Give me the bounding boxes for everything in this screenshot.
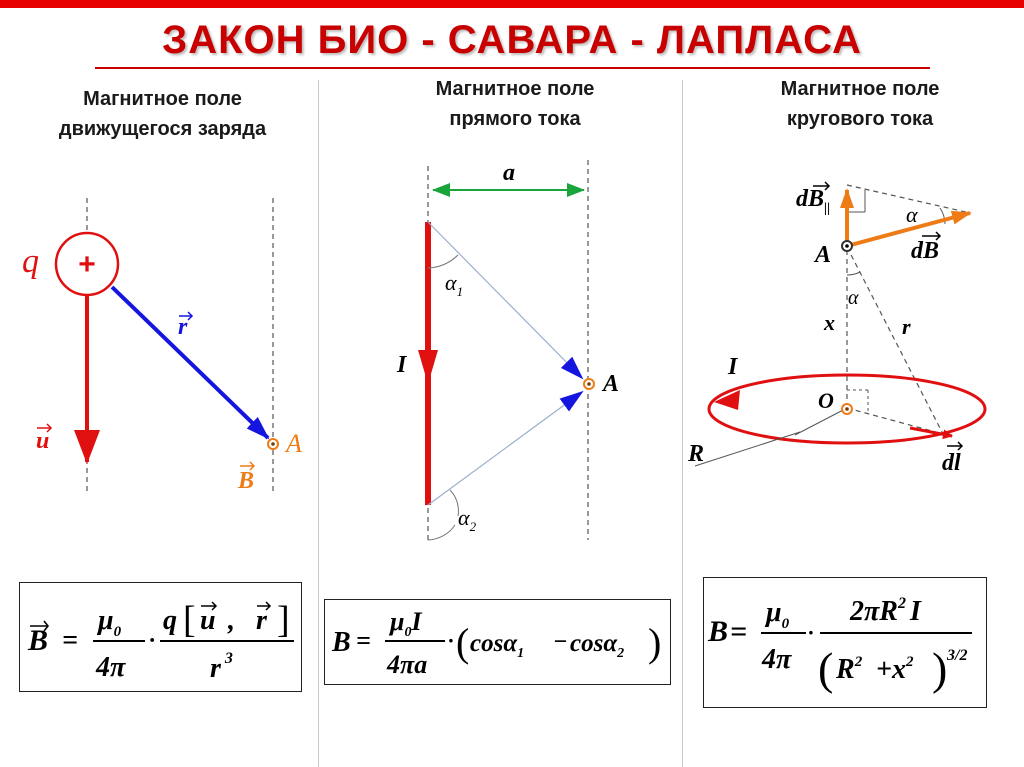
f1-den1: 4π [96, 652, 126, 683]
f2-den: 4πa [387, 650, 428, 679]
f3-den2-x: $+x^2$ [876, 654, 914, 685]
f1-r: r [256, 605, 267, 636]
f1-lhs: B [28, 624, 49, 657]
label-A-circular: A [815, 242, 832, 268]
point-A-dot-straight [587, 382, 591, 386]
point-A-dot-circular [845, 244, 849, 248]
angle-alpha2-arc [428, 525, 455, 540]
label-alpha-top: α [906, 202, 918, 227]
slide-title: ЗАКОН БИО - САВАРА - ЛАПЛАСА [162, 18, 862, 62]
dl-arrow-glyph [947, 442, 962, 450]
R-leader-line [695, 432, 800, 466]
label-dB: dB [911, 238, 940, 264]
label-dB-parallel: $dB_{||}$ [796, 186, 831, 216]
angle-alpha1-arc [428, 255, 458, 268]
f3-dot: · [808, 620, 814, 645]
formula-charge [27, 599, 294, 684]
formula-circular [707, 595, 972, 694]
label-alpha-bottom: α [848, 287, 859, 309]
label-u: u [36, 428, 50, 454]
label-I-straight: I [397, 352, 407, 378]
column-header-circular-line2: кругового тока [786, 108, 934, 130]
ray-to-A-upper [428, 222, 582, 378]
column-header-straight-line2: прямого тока [449, 108, 581, 130]
column-header-straight-line1: Магнитное поле [435, 78, 595, 100]
label-a: a [503, 160, 515, 186]
f1-bracket-left: [ [183, 599, 196, 641]
label-O: O [818, 388, 834, 413]
f2-paren-right: ) [648, 620, 662, 665]
label-I-circular: I [728, 354, 738, 380]
point-O-dot [845, 407, 849, 411]
column-header-circular-line1: Магнитное поле [780, 78, 940, 100]
f3-paren-right: ) [932, 643, 948, 694]
f1-den2: r $^3$ [210, 650, 233, 684]
label-alpha1: $\alpha_1$ [445, 270, 464, 299]
line-r-dashed [847, 247, 943, 434]
f2-cos1: cosα$_1$ [470, 630, 525, 661]
ray-to-A-lower [428, 392, 582, 505]
f3-lhs: B [708, 615, 729, 648]
label-R: R [688, 441, 705, 467]
f3-den1: 4π [762, 644, 792, 675]
column-header-charge-line1: Магнитное поле [83, 88, 242, 110]
f2-cos2: cosα$_2$ [570, 630, 625, 661]
label-A-charge: A [286, 429, 302, 458]
label-B: B [238, 468, 255, 494]
f2-dot: · [448, 628, 454, 653]
f1-bracket-right: ] [277, 599, 290, 641]
angle-alpha-arc-bottom [847, 272, 860, 275]
f2-eq: = [356, 626, 371, 655]
f1-q: q [163, 605, 177, 636]
radius-vector-r [112, 287, 268, 438]
f1-dot: · [149, 628, 155, 654]
f3-paren-left: ( [818, 643, 834, 694]
plus-sign: + [78, 248, 96, 281]
f2-paren-left: ( [456, 620, 470, 665]
f2-num: $\mu_0I$ [390, 607, 422, 640]
f1-u: u [200, 605, 216, 636]
f3-power: 3/2 [947, 647, 968, 664]
label-r-circular: r [902, 314, 911, 339]
f1-comma: , [228, 605, 235, 636]
label-x: x [824, 310, 835, 335]
formula-straight [331, 607, 661, 679]
f3-num2: $2\pi R^2$ I [850, 595, 921, 627]
label-A-straight: A [603, 371, 620, 397]
label-dl: dl [942, 450, 961, 476]
f2-lhs: B [332, 627, 351, 658]
label-q: q [22, 243, 39, 280]
current-direction-arrow [418, 350, 438, 384]
column-header-charge-line2: движущегося заряда [58, 118, 267, 140]
label-alpha2: $\alpha_2$ [458, 505, 477, 534]
f2-minus: − [553, 629, 568, 655]
f3-mu: $\mu_0$ [766, 597, 790, 632]
label-r: r [178, 314, 188, 340]
f1-eq: = [62, 625, 78, 656]
f3-eq: = [730, 615, 748, 648]
f3-den2-R: $R^2$ [836, 654, 863, 685]
point-A-dot [271, 442, 275, 446]
f1-mu: $\mu_0$ [98, 605, 122, 640]
